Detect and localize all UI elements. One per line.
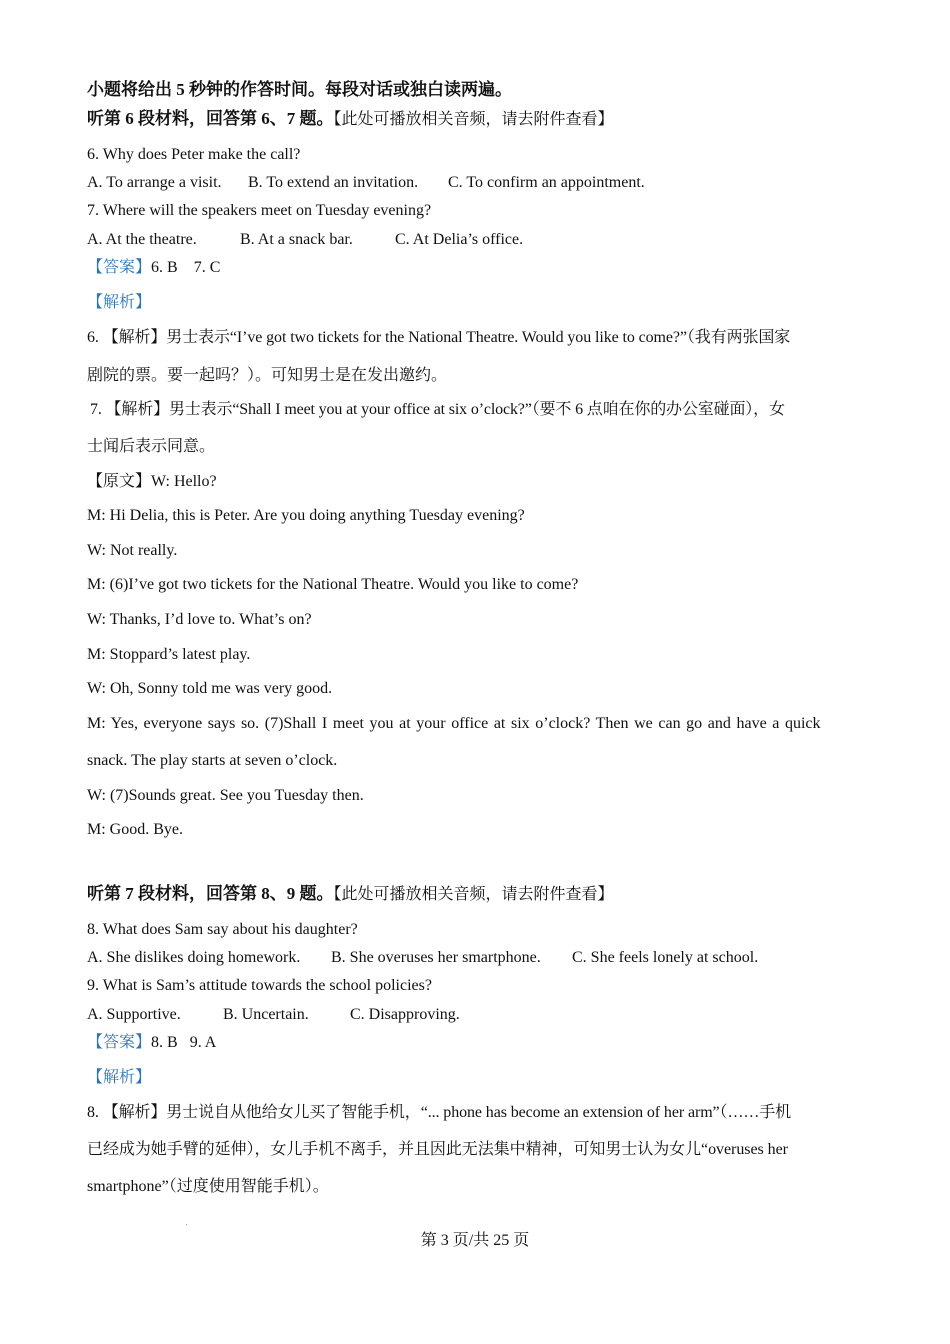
option-c: C. Disapproving.	[350, 1006, 460, 1023]
answer-row-6-7	[87, 258, 864, 278]
explanation-8-line-3: smartphone”（过度使用智能手机）。	[87, 1178, 329, 1195]
question-7-options	[87, 230, 864, 250]
script-line: W: Thanks, I’d love to. What’s on?	[87, 611, 312, 628]
intro-text: 小题将给出 5 秒钟的作答时间。每段对话或独白读两遍。	[87, 80, 512, 99]
audio-note: 【此处可播放相关音频，请去附件查看】	[333, 111, 614, 128]
option-c: C. To confirm an appointment.	[448, 174, 645, 191]
section-7-heading-row	[87, 884, 864, 905]
answer-row-8-9	[87, 1033, 864, 1053]
section-6-heading: 听第 6 段材料，回答第 6、7 题。	[87, 109, 334, 128]
option-a: A. To arrange a visit.	[87, 174, 222, 191]
question-7: 7. Where will the speakers meet on Tuesday evening?	[87, 202, 432, 219]
script-line: W: (7)Sounds great. See you Tuesday then.	[87, 787, 364, 804]
option-b: B. She overuses her smartphone.	[331, 949, 541, 966]
script-line: M: Yes, everyone says so. (7)Shall I meet you at your office at six o’clock? Then we can go and have a quick	[87, 715, 821, 732]
option-b: B. To extend an invitation.	[248, 174, 419, 191]
question-9: 9. What is Sam’s attitude towards the school policies?	[87, 977, 432, 994]
analysis-tag: 【解析】	[87, 1069, 152, 1086]
answer-tag: 【答案】	[87, 259, 152, 276]
script-line: M: (6)I’ve got two tickets for the National Theatre. Would you like to come?	[87, 576, 579, 593]
script-line: W: Oh, Sonny told me was very good.	[87, 680, 333, 697]
page-footer: 第 3 页/共 25 页	[420, 1232, 530, 1249]
question-6: 6. Why does Peter make the call?	[87, 146, 301, 163]
explanation-8-line-1: 8. 【解析】男士说自从他给女儿买了智能手机，“... phone has become an extension of her arm”（……手机	[87, 1104, 792, 1121]
answer-tag: 【答案】	[87, 1034, 152, 1051]
option-b: B. At a snack bar.	[240, 231, 353, 248]
section-7-heading: 听第 7 段材料，回答第 8、9 题。	[87, 884, 334, 903]
scan-dot	[186, 1224, 187, 1225]
script-line: M: Stoppard’s latest play.	[87, 646, 251, 663]
question-6-options	[87, 173, 864, 193]
option-a: A. She dislikes doing homework.	[87, 949, 301, 966]
script-line: snack. The play starts at seven o’clock.	[87, 752, 338, 769]
explanation-6-line-1: 6. 【解析】男士表示“I’ve got two tickets for the National Theatre. Would you like to come?”（我有两张国家	[87, 329, 791, 346]
answer-text: 6. B 7. C	[151, 259, 221, 276]
option-c: C. At Delia’s office.	[395, 231, 524, 248]
explanation-8-line-2: 已经成为她手臂的延伸），女儿手机不离手，并且因此无法集中精神，可知男士认为女儿“overuses her	[87, 1141, 788, 1158]
question-8-options	[87, 948, 864, 968]
script-line: W: Not really.	[87, 542, 178, 559]
analysis-tag: 【解析】	[87, 294, 152, 311]
question-8: 8. What does Sam say about his daughter?	[87, 921, 358, 938]
question-9-options	[87, 1005, 864, 1025]
explanation-7-line-1: 7. 【解析】男士表示“Shall I meet you at your office at six o’clock?”（要不 6 点咱在你的办公室碰面），女	[90, 401, 785, 418]
option-a: A. Supportive.	[87, 1006, 181, 1023]
answer-text: 8. B 9. A	[151, 1034, 217, 1051]
section-6-heading-row	[87, 109, 864, 130]
script-line: M: Hi Delia, this is Peter. Are you doing anything Tuesday evening?	[87, 507, 525, 524]
explanation-7-line-2: 士闻后表示同意。	[87, 438, 216, 455]
option-b: B. Uncertain.	[223, 1006, 309, 1023]
explanation-6-line-2: 剧院的票。要一起吗？）。可知男士是在发出邀约。	[87, 367, 448, 384]
script-line: M: Good. Bye.	[87, 821, 183, 838]
option-c: C. She feels lonely at school.	[572, 949, 759, 966]
audio-note: 【此处可播放相关音频，请去附件查看】	[333, 886, 614, 903]
option-a: A. At the theatre.	[87, 231, 197, 248]
script-line: 【原文】W: Hello?	[87, 473, 217, 490]
